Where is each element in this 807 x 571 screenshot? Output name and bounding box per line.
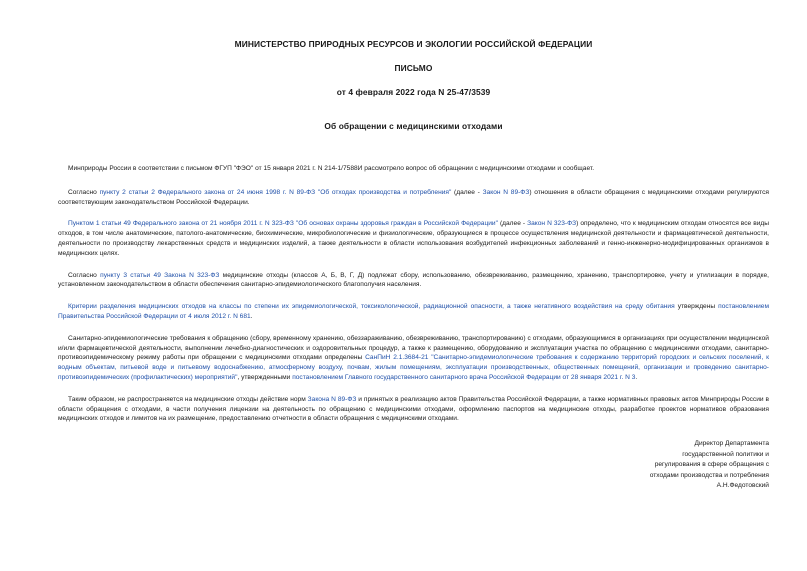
signature-block	[650, 439, 769, 492]
link-sanpin-2-1-3684-21[interactable]: СанПиН 2.1.3684-21 "Санитарно-эпидемиологические требования к содержанию территорий городских и сельских поселений, к водным объектам, питьевой воде и питьевому водоснабжению, атмосферному воздуху, почвам, жилым помещениям, эксплуатации производственных, общественных помещений, организации и проведению санитарно-противоэпидемических (профилактических) мероприятий"	[58, 354, 769, 381]
paragraph-6: Санитарно-эпидемиологические требования к обращению (сбору, временному хранению, обеззараживанию, обезвреживанию, транспортированию) с отходами, образующимися в организациях при осуществлении медицинской и/или фармацевтической деятельности, выполнении лечебно-диагностических и оздоровительных процедур, а также к размещению, оборудованию и эксплуатации участка по обращению с медицинскими отходами, санитарно-противоэпидемическому режиму работы при обращении с медицинскими отходами определены СанПиН 2.1.3684-21 "Санитарно-эпидемиологические требования к содержанию территорий городских и сельских поселений, к водным объектам, питьевой воде и питьевому водоснабжению, атмосферному воздуху, почвам, жилым помещениям, эксплуатации производственных, общественных помещений, организации и проведению санитарно-противоэпидемических (профилактических) мероприятий", утвержденными постановлением Главного государственного санитарного врача Российской Федерации от 28 января 2021 г. N 3.	[58, 334, 769, 381]
paragraph-5: Критерии разделения медицинских отходов на классы по степени их эпидемиологической, токсикологической, радиационной опасности, а также негативного воздействия на среду обитания утверждены постановлением Правительства Российской Федерации от 4 июля 2012 г. N 681.	[58, 303, 769, 320]
paragraph-7: Таким образом, не распространяется на медицинские отходы действие норм Закона N 89-ФЗ и принятых в реализацию актов Правительства Российской Федерации, а также нормативных правовых актов Минприроды России в области обращения с отходами, в части получения лицензии на деятельность по обращению с медицинскими отходами, оформлению паспортов на медицинские отходы, разработке проектов нормативов образования медицинских отходов и лимитов на их размещение, предоставлению отчетности в области обращения с медицинскими отходами.	[58, 395, 769, 423]
link-law-323-fz-point-3[interactable]: пункту 3 статьи 49 Закона N 323-ФЗ	[100, 271, 220, 279]
link-law-89-fz-article-2[interactable]: пункту 2 статьи 2 Федерального закона от 24 июня 1998 г. N 89-ФЗ "Об отходах производства и потребления"	[99, 188, 452, 196]
signatory-name: А.Н.Федотовский	[716, 482, 769, 489]
document-type: ПИСЬМО	[394, 63, 433, 73]
signature-line: регулирования в сфере обращения с	[654, 461, 769, 468]
link-law-323-fz[interactable]: Закон N 323-ФЗ	[527, 220, 577, 228]
document-date-number: от 4 февраля 2022 года N 25-47/3539	[336, 87, 491, 97]
link-law-89-fz-2[interactable]: Закона N 89-ФЗ	[307, 395, 357, 403]
document-subject: Об обращении с медицинскими отходами	[324, 121, 503, 131]
link-law-89-fz[interactable]: Закон N 89-ФЗ	[482, 188, 530, 196]
link-law-323-fz-article-49[interactable]: Пунктом 1 статьи 49 Федерального закона от 21 ноября 2011 г. N 323-ФЗ "Об основах охраны здоровья граждан в Российской Федерации"	[68, 220, 498, 228]
paragraph-4: Согласно пункту 3 статьи 49 Закона N 323-ФЗ медицинские отходы (классов А, Б, В, Г, Д) подлежат сбору, использованию, обезвреживанию, размещению, хранению, транспортировке, учету и утилизации в порядке, установленном законодательством в области обеспечения санитарно-эпидемиологического благополучия населения.	[58, 271, 769, 289]
signature-line: государственной политики и	[682, 450, 769, 458]
ministry-title: МИНИСТЕРСТВО ПРИРОДНЫХ РЕСУРСОВ И ЭКОЛОГИИ РОССИЙСКОЙ ФЕДЕРАЦИИ	[234, 39, 593, 49]
signature-line: отходами производства и потребления	[649, 471, 769, 479]
signature-line: Директор Департамента	[694, 440, 769, 447]
link-government-resolution-681[interactable]: постановлением Правительства Российской Федерации от 4 июля 2012 г. N 681	[58, 303, 769, 320]
document-body	[58, 164, 769, 424]
link-waste-class-criteria[interactable]: Критерии разделения медицинских отходов на классы по степени их эпидемиологической, токсикологической, радиационной опасности, а также негативного воздействия на среду обитания	[68, 303, 675, 311]
paragraph-2: Согласно пункту 2 статьи 2 Федерального закона от 24 июня 1998 г. N 89-ФЗ "Об отходах производства и потребления" (далее - Закон N 89-ФЗ) отношения в области обращения с медицинскими отходами регулируются соответствующим законодательством Российской Федерации.	[58, 188, 769, 206]
link-sanitary-doctor-resolution-3[interactable]: постановлением Главного государственного санитарного врача Российской Федерации от 28 января 2021 г. N 3	[292, 373, 636, 381]
paragraph-3: Пунктом 1 статьи 49 Федерального закона от 21 ноября 2011 г. N 323-ФЗ "Об основах охраны здоровья граждан в Российской Федерации" (далее - Закон N 323-ФЗ) определено, что к медицинским отходам относятся все виды отходов, в том числе анатомические, патолого-анатомические, биохимические, микробиологические и физиологические, образующиеся в процессе осуществления медицинской деятельности и фармацевтической деятельности, деятельности по производству лекарственных средств и медицинских изделий, а также деятельности в области использования возбудителей инфекционных заболеваний и генно-инженерно-модифицированных организмов в медицинских целях.	[58, 220, 769, 257]
paragraph-1: Минприроды России в соответствии с письмом ФГУП "ФЭО" от 15 января 2021 г. N 214-1/7588И рассмотрело вопрос об обращении с медицинскими отходами и сообщает.	[68, 165, 595, 172]
